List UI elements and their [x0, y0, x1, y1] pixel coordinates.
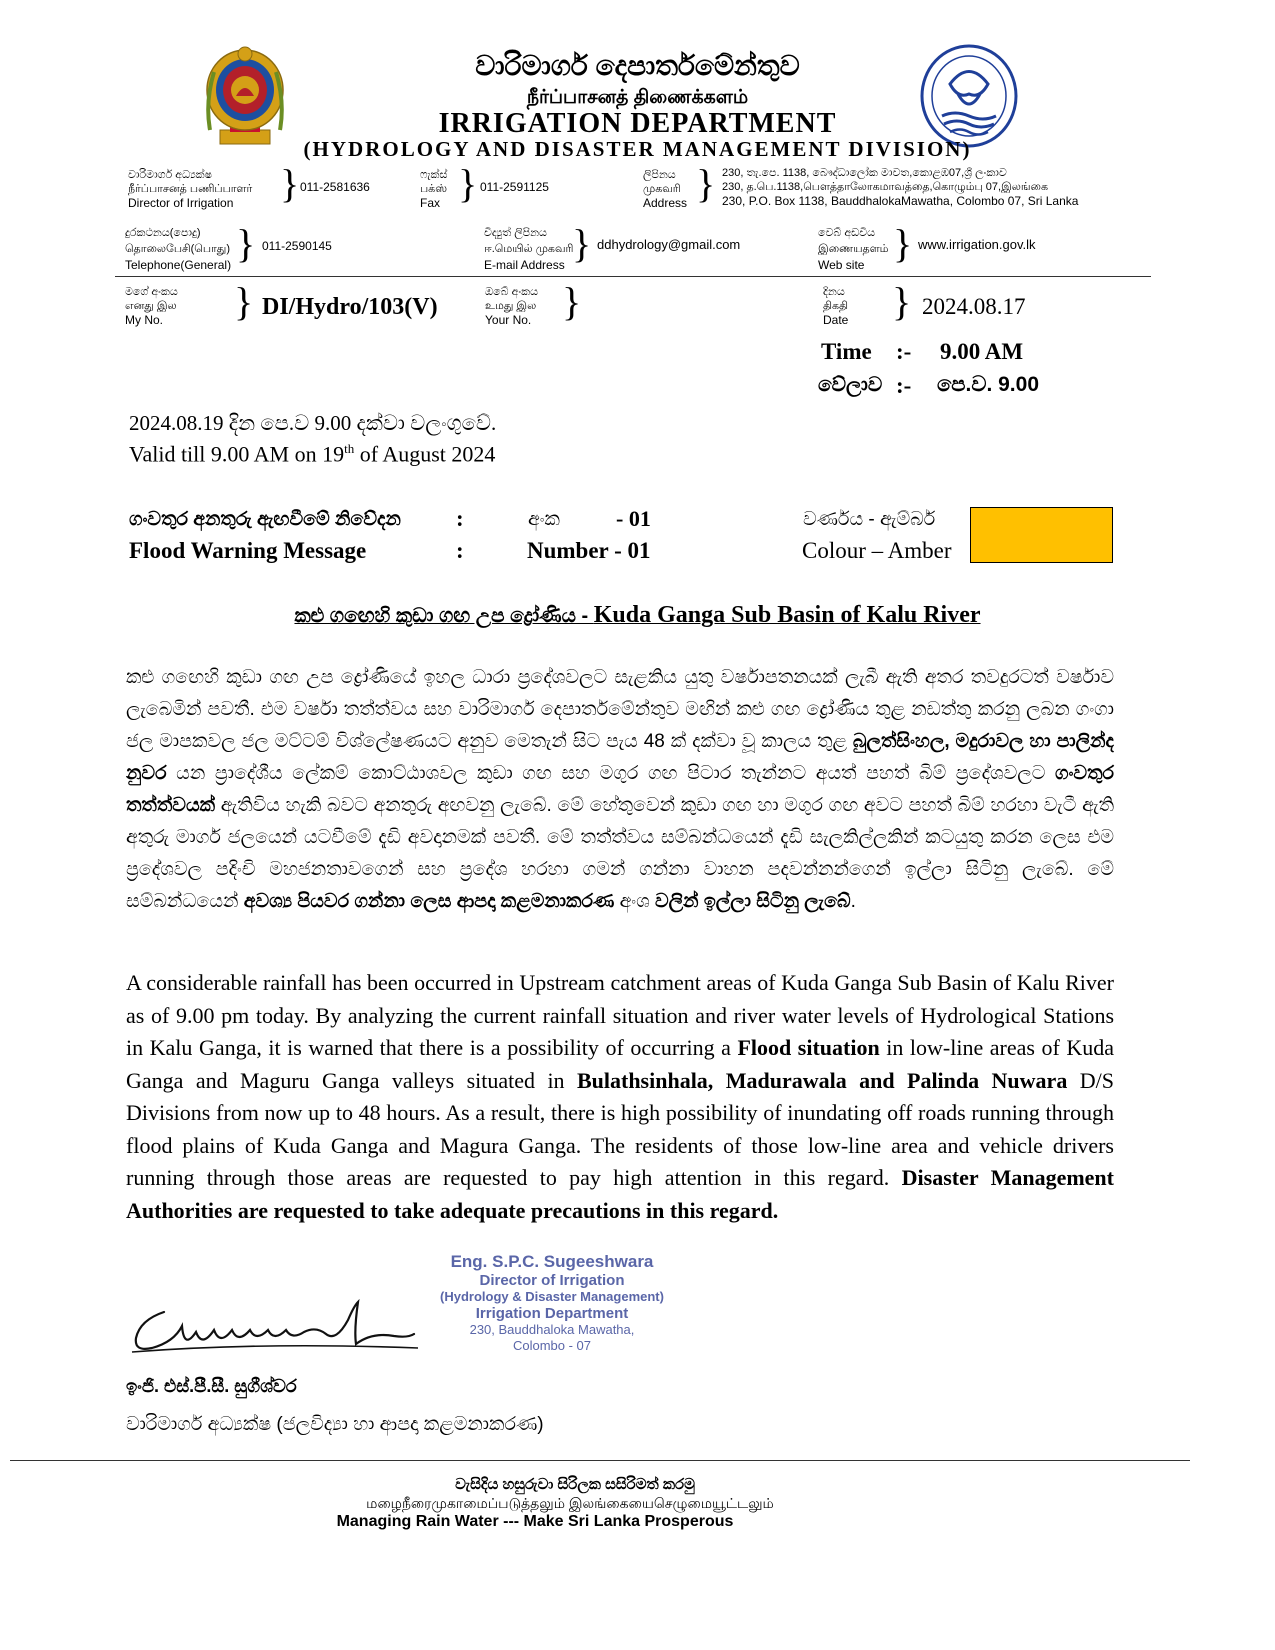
- email-label-si: විද්‍යුත් ලිපිනය: [484, 227, 547, 239]
- director-brace: }: [280, 161, 300, 206]
- email-label-en: E-mail Address: [484, 258, 565, 272]
- time-label-en: Time: [821, 339, 872, 364]
- division-title: (HYDROLOGY AND DISASTER MANAGEMENT DIVISION): [303, 137, 972, 161]
- date-label-si: දිනය: [823, 286, 845, 298]
- website-label-ta: இணையதளம்: [818, 243, 889, 255]
- website-url[interactable]: www.irrigation.gov.lk: [918, 237, 1036, 252]
- director-phone: 011-2581636: [300, 180, 370, 194]
- fax-number: 011-2591125: [480, 180, 549, 194]
- fax-label-en: Fax: [420, 196, 441, 210]
- website-label-block: [818, 226, 898, 272]
- footer-slogan-ta: மழைநீரைமுகாமைப்படுத்தலும் இலங்கையைசெழுமையூட்டலும்: [366, 1495, 774, 1511]
- signatory-title-si: වාරිමාර්ග අධ්‍යක්ෂ (ජලවිද්‍යා හා ආපදා කළමනාකරණ): [126, 1414, 544, 1435]
- stamp-street: 230, Bauddhaloka Mawatha,: [469, 1322, 635, 1337]
- header-divider: [115, 276, 1151, 277]
- your-no-label-si: ඔබේ අංකය: [485, 286, 538, 298]
- signatory-name-si: ඉංජි. එස්.පී.සී. සුගීශ්වර: [126, 1376, 297, 1396]
- body-en-part-3: D/S Divisions from now up to 48 hours. As a result, there is high possibility of inundating off roads running through flood plains of Kuda Ganga and Magura Ganga. The residents of those low-line area and vehicle drivers running through those areas are requested to pay high attention in this regard.: [126, 1067, 1114, 1190]
- address-label-si: ලිපිනය: [643, 169, 676, 181]
- stamp-division: (Hydrology & Disaster Management): [440, 1289, 664, 1304]
- stamp-city: Colombo - 07: [512, 1338, 592, 1353]
- body-si-part-3: ඇතිවිය හැකි බවට අනතුරු අඟවනු ලැබේ. මේ හේතුවෙන් කුඩා ගඟ හා මගුර ගඟ අවට පහත් බිම් හරහා වැටී ඇති අතුරු මාර්ග ජලයෙන් යටවීමේ දැඩි අවදානමක් පවතී. මේ තත්ත්වය සම්බන්ධයෙන් දැඩි සැලකිල්ලකින් කටයුතු කරන ලෙස එම ප්‍රදේශවල පදිංචි මහජනතාවගෙන් සහ ප්‍රදේශ හරහා ගමන් ගන්නා වාහන පදවන්නන්ගෙන් ඉල්ලා සිටිනු ලැබේ. මේ සම්බන්ධයෙන්: [126, 795, 1114, 912]
- your-no-label-ta: உமது இல: [485, 300, 537, 312]
- body-en-bold-3: Disaster Management Authorities are requested to take adequate precautions in this regard.: [126, 1165, 1114, 1223]
- website-label-si: වෙබ් අඩවිය: [818, 227, 876, 239]
- my-no-value: DI/Hydro/103(V): [262, 294, 438, 320]
- amber-colour-swatch: [970, 507, 1113, 563]
- colour-label-si: වර්ණය - ඇම්බර්: [803, 509, 936, 530]
- message-label-en: Flood Warning Message: [129, 538, 367, 563]
- footer-slogan-en: Managing Rain Water --- Make Sri Lanka Prosperous: [336, 1513, 734, 1530]
- my-no-label-block: [125, 285, 225, 327]
- body-en-bold-2: Bulathsinhala, Madurawala and Palinda Nuwara: [576, 1067, 1068, 1093]
- your-no-label-en: Your No.: [485, 313, 532, 327]
- director-label-ta: நீர்ப்பாசனத் பணிப்பாளர்: [128, 183, 253, 195]
- body-en-part-1: A considerable rainfall has been occurred in Upstream catchment areas of Kuda Ganga Sub Basin of Kalu River as of 9.00 pm today. By analyzing the current rainfall situation and river water levels of Hydrological Stations in Kalu Ganga, it is warned that there is a possibility of occurring a: [126, 970, 1114, 1060]
- director-label-en: Director of Irrigation: [128, 196, 234, 210]
- message-number-label-si: අංක: [528, 509, 560, 530]
- stamp-name: Eng. S.P.C. Sugeeshwara: [450, 1252, 654, 1271]
- date-value: 2024.08.17: [922, 294, 1026, 319]
- email-address[interactable]: ddhydrology@gmail.com: [597, 237, 741, 252]
- body-si-bold-2: ගංවතුර තත්ත්වයක්: [126, 763, 1114, 816]
- telephone-number: 011-2590145: [262, 239, 332, 253]
- address-label-ta: முகவரி: [643, 183, 681, 195]
- telephone-label-ta: தொலைபேசி(பொது): [125, 243, 230, 255]
- telephone-label-si: දුරකථනය(පොදු): [125, 227, 201, 239]
- colour-label-en: Colour – Amber: [802, 538, 952, 563]
- body-si-bold-4: වලින් ඉල්ලා සිටිනු ලැබේ: [654, 891, 851, 912]
- validity-si: 2024.08.19 දින පෙ.ව 9.00 දක්වා වලංගුවේ.: [129, 411, 497, 435]
- address-label-block: [643, 168, 703, 210]
- footer-divider: [10, 1460, 1190, 1461]
- footer-slogan-si: වැසිදිය හසුරුවා සිරිලක සසිරිමත් කරමු: [455, 1476, 695, 1493]
- body-si-part-1: කළු ගඟෙහි කුඩා ගඟ උප ද්‍රෝණියේ ඉහල ධාරා ප්‍රදේශවලට සැළකිය යුතු වර්ෂාපතනයක් ලැබී ඇති අතර තවදුරටත් වර්ෂාව ලැබෙමින් පවතී. එම වර්ෂා තත්ත්වය සහ වාරිමාර්ග දෙපාර්තමේන්තුව මඟින් කළු ගඟ ද්‍රෝණිය තුළ නඩත්තු කරනු ලබන ගංගා ජල මාපකවල ජල මට්ටම් විශ්ලේෂණයට අනුව මෙතැන් සිට පැය 48 ක් දක්වා වූ කාලය තුළ: [126, 667, 1114, 752]
- body-si-bold-3: අවශ්‍ය පියවර ගන්නා ලෙස ආපදා කළමනාකරණ: [243, 891, 615, 912]
- body-paragraph-si: [126, 662, 1114, 918]
- date-brace: }: [892, 279, 912, 324]
- date-label-en: Date: [823, 313, 849, 327]
- my-no-label-si: මගේ අංකය: [125, 286, 178, 298]
- email-label-ta: ஈ.மெயில் முகவரி: [484, 243, 574, 255]
- message-label-si: ගංවතුර අනතුරු ඇඟවීමේ නිවේදන: [129, 509, 401, 530]
- address-lines: [722, 166, 1142, 208]
- email-brace: }: [572, 221, 592, 266]
- director-label-si: වාරිමාර්ග අධ්‍යක්ෂ: [128, 169, 213, 181]
- address-line-ta: 230, த.பெ.1138,பௌத்தாலோகமாவத்தை,கொழும்பு 07,இலங்கை: [722, 181, 1048, 193]
- validity-en: [129, 441, 495, 467]
- address-line-en: 230, P.O. Box 1138, BauddhalokaMawatha, Colombo 07, Sri Lanka: [722, 194, 1079, 208]
- stamp-dept: Irrigation Department: [475, 1305, 629, 1322]
- telephone-brace: }: [236, 221, 256, 266]
- fax-label-si: ෆැක්ස්: [420, 169, 448, 181]
- body-si-part-2: යන ප්‍රාදේශීය ලේකම් කොට්ඨාශවල කුඩා ගඟ සහ මගුර ගඟ පිටාර තැන්නට අයත් පහත් බිම් ප්‍රදේශවලට: [166, 763, 1056, 784]
- message-number-value-si: - 01: [616, 506, 651, 531]
- body-si-part-4: අංශ: [614, 891, 655, 912]
- signature-icon: [122, 1290, 422, 1362]
- website-brace: }: [893, 221, 913, 266]
- official-stamp: [402, 1252, 702, 1354]
- message-colon-en: :: [456, 538, 464, 563]
- telephone-label-en: Telephone(General): [125, 258, 232, 272]
- time-value-si: පෙ.ව. 9.00: [937, 373, 1039, 396]
- website-label-en: Web site: [818, 258, 865, 272]
- address-label-en: Address: [643, 196, 688, 210]
- body-si-bold-1: බුලත්සිංහල, මදුරාවල හා පාලින්ද නුවර: [126, 731, 1114, 784]
- fax-brace: }: [458, 161, 478, 206]
- date-label-block: [823, 285, 883, 327]
- director-label-block: [128, 168, 288, 210]
- time-value-en: 9.00 AM: [940, 339, 1024, 364]
- message-colon-si: :: [456, 506, 464, 531]
- section-heading-si: කළු ගඟෙහි කුඩා ගඟ උප ද්‍රෝණිය -: [294, 605, 594, 627]
- my-no-label-en: My No.: [125, 313, 164, 327]
- message-number-en: Number - 01: [527, 538, 651, 563]
- body-en-part-2: in low-line areas of Kuda Ganga and Maguru Ganga valleys situated in: [126, 1035, 1115, 1093]
- time-separator-en: :-: [896, 339, 912, 364]
- my-no-label-ta: எனது இல: [125, 300, 177, 312]
- department-title-english: IRRIGATION DEPARTMENT: [438, 108, 837, 139]
- body-en-bold-1: Flood situation: [737, 1035, 880, 1060]
- section-heading: [0, 602, 1140, 629]
- department-title-sinhala: වාරිමාර්ග දෙපාර්තමේන්තුව: [475, 50, 800, 81]
- signature: [122, 1290, 422, 1362]
- department-title-tamil: நீர்ப்பாசனத் திணைக்களம்: [526, 87, 749, 108]
- section-heading-en: Kuda Ganga Sub Basin of Kalu River: [593, 602, 981, 628]
- time-separator-si: :-: [896, 373, 912, 398]
- stamp-title: Director of Irrigation: [479, 1272, 625, 1289]
- fax-label-ta: பக்ஸ்: [420, 183, 448, 195]
- date-label-ta: திகதி: [823, 300, 849, 312]
- address-line-si: 230, තැ.පෙ. 1138, බෞද්ධාලෝක මාවත,කොළඹ07,ශ්‍රී ලංකාව: [722, 167, 1007, 179]
- address-brace: }: [696, 161, 716, 206]
- validity-en-suffix: of August 2024: [354, 441, 496, 467]
- my-no-brace: }: [234, 279, 254, 324]
- validity-en-prefix: Valid till 9.00 AM on 19: [129, 441, 345, 467]
- your-no-brace: }: [562, 279, 582, 324]
- validity-en-sup: th: [344, 441, 355, 456]
- body-paragraph-en: [126, 967, 1114, 1227]
- time-label-si: වේලාව: [818, 374, 883, 396]
- body-si-part-5: .: [850, 891, 856, 912]
